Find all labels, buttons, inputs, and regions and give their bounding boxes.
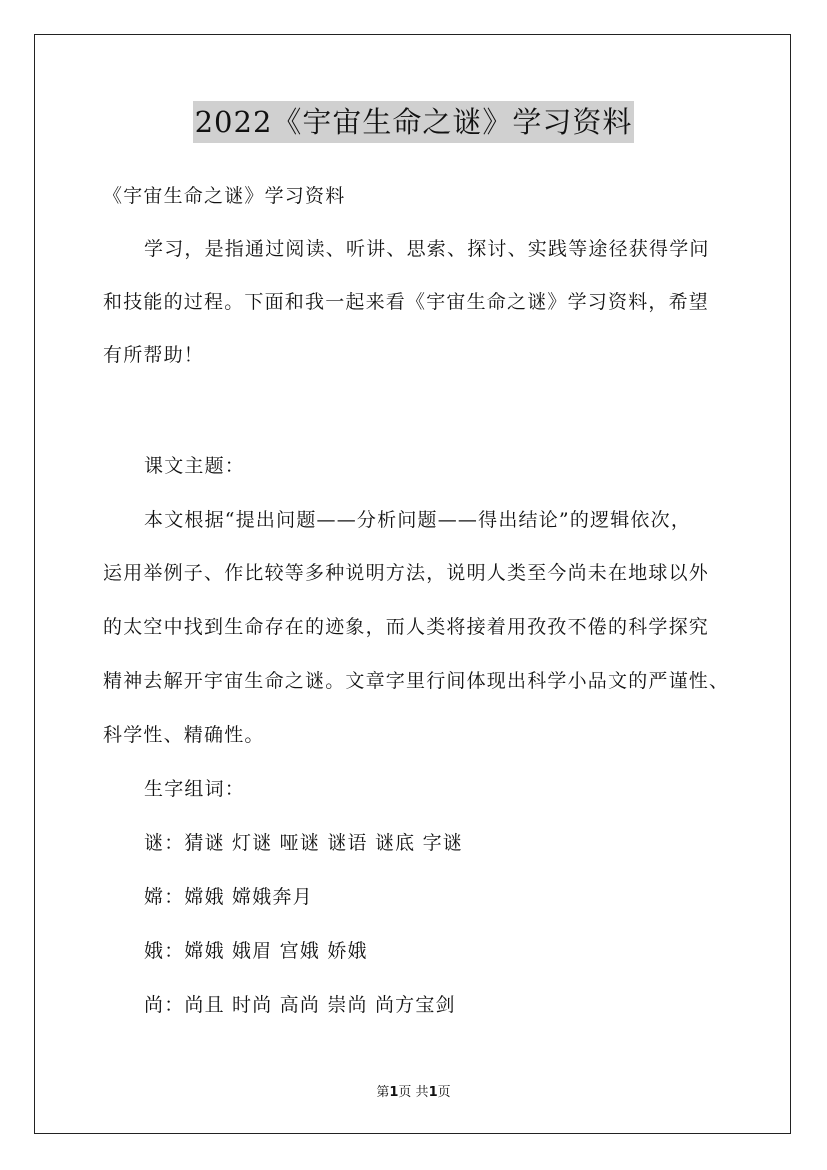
theme-line-2: 运用举例子、作比较等多种说明方法，说明人类至今尚未在地球以外 [103,562,710,584]
vocab-heading: 生字组词： [144,778,246,800]
footer-page-total: 1 [428,1085,438,1100]
page-footer [0,1085,827,1101]
footer-page-number: 1 [389,1085,399,1100]
theme-line-1: 本文根据“提出问题——分析问题——得出结论”的逻辑依次， [144,509,692,531]
intro-line-1: 学习，是指通过阅读、听讲、思索、探讨、实践等途径获得学问 [144,238,710,260]
vocab-item: 尚：尚且 时尚 高尚 崇尚 尚方宝剑 [144,994,456,1016]
document-subtitle: 《宇宙生命之谜》学习资料 [103,185,346,207]
title-container [0,101,827,143]
document-title: 2022《宇宙生命之谜》学习资料 [193,101,635,143]
vocab-item: 谜：猜谜 灯谜 哑谜 谜语 谜底 字谜 [144,832,463,854]
footer-page-suffix: 页 [437,1085,451,1100]
intro-line-2: 和技能的过程。下面和我一起来看《宇宙生命之谜》学习资料，希望 [103,291,710,313]
intro-line-3: 有所帮助！ [103,344,205,366]
theme-heading: 课文主题： [144,455,246,477]
vocab-item: 嫦：嫦娥 嫦娥奔月 [144,886,313,908]
theme-line-3: 的太空中找到生命存在的迹象，而人类将接着用孜孜不倦的科学探究 [103,616,710,638]
theme-line-5: 科学性、精确性。 [103,724,265,746]
footer-page-prefix: 第 [376,1085,390,1100]
vocab-item: 娥：嫦娥 娥眉 宫娥 娇娥 [144,940,368,962]
footer-page-mid: 页 共 [398,1085,429,1100]
theme-line-4: 精神去解开宇宙生命之谜。文章字里行间体现出科学小品文的严谨性、 [103,670,730,692]
